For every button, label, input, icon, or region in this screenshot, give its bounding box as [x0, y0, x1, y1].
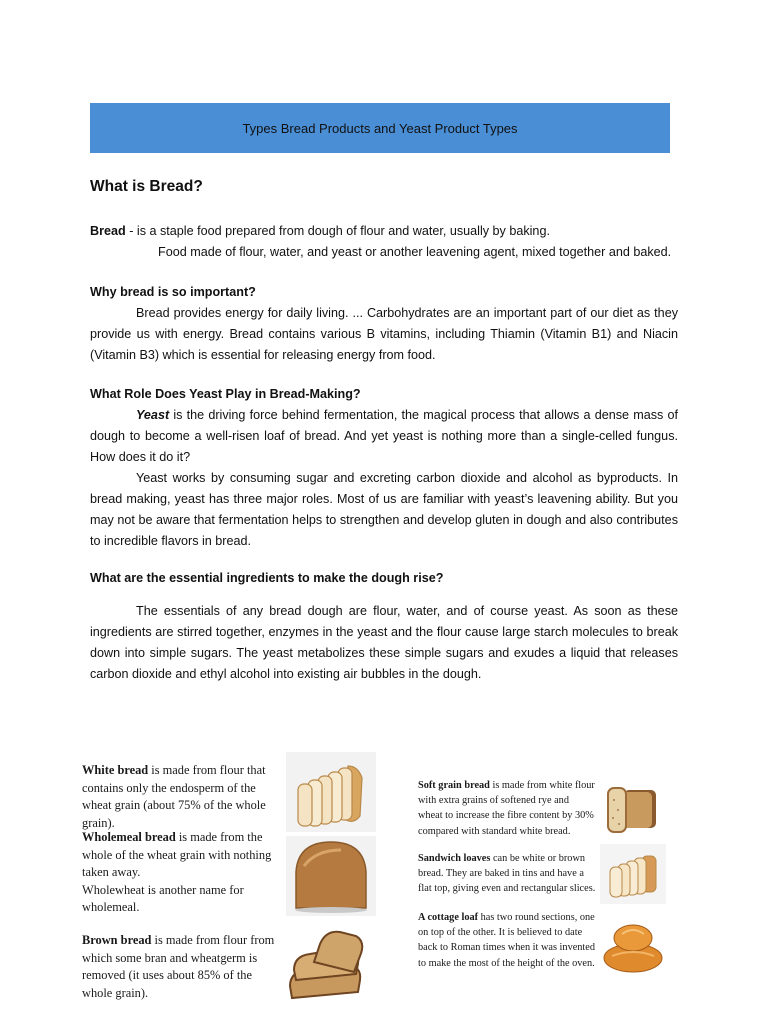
yeast-role-paragraph — [90, 405, 678, 552]
bread-type-desc: is made from flour that contains only the endosperm of the wheat grain (about 75% of the whole grain). — [82, 763, 266, 830]
importance-paragraph — [90, 303, 678, 366]
yeast-role-text-1: is the driving force behind fermentation, the magical process that allows a dense mass of dough to become a well-risen loaf of bread. And yet yeast is nothing more than a single-celled fungus. How does it do it? — [90, 408, 678, 464]
bread-type-name: Sandwich loaves — [418, 853, 491, 864]
yeast-role-text-2: Yeast works by consuming sugar and excreting carbon dioxide and alcohol as byproducts. In bread making, yeast has three major roles. Most of us are familiar with yeast’s leavening ability. But you may not be aware that fermentation helps to strengthen and develop gluten in dough and also contributes to incredible flavors in bread. — [90, 471, 678, 548]
bread-type-wholemeal — [82, 829, 282, 917]
bread-type-name: A cottage loaf — [418, 912, 479, 923]
brown-bread-slices-image — [286, 924, 368, 1000]
bread-type-soft-grain — [418, 778, 596, 839]
bread-type-desc: can be white or brown bread. They are baked in tins and have a flat top, giving even and rectangular slices. — [418, 853, 596, 895]
bread-type-white — [82, 762, 282, 832]
definition-line-2: Food made of flour, water, and yeast or another leavening agent, mixed together and baked. — [158, 245, 672, 259]
bread-type-sandwich — [418, 851, 596, 897]
ingredients-paragraph — [90, 601, 678, 685]
banner-title: Types Bread Products and Yeast Product Types — [242, 120, 518, 136]
cottage-loaf-image — [600, 914, 666, 976]
yeast-term: Yeast — [136, 408, 170, 422]
bread-type-cottage — [418, 910, 596, 971]
bread-type-brown — [82, 932, 282, 1002]
ingredients-text: The essentials of any bread dough are flour, water, and of course yeast. As soon as these ingredients are stirred together, enzymes in the yeast and the flour cause large starch molecules to break down into simple sugars. The yeast metabolizes these simple sugars and exudes a liquid that releases carbon dioxide and ethyl alcohol into existing air bubbles in the dough. — [90, 604, 678, 681]
sandwich-loaf-image — [600, 844, 666, 904]
title-banner — [90, 103, 670, 153]
bread-type-name: Wholemeal bread — [82, 830, 176, 844]
soft-grain-slices-image — [604, 780, 660, 836]
importance-text: Bread provides energy for daily living. ... Carbohydrates are an important part of our diet as they provide us with energy. Bread contains various B vitamins, including Thiamin (Vitamin B1) and Niacin (Vitamin B3) which is essential for releasing energy from food. — [90, 306, 678, 362]
sliced-white-loaf-image — [286, 752, 376, 832]
bread-type-name: Brown bread — [82, 933, 152, 947]
ingredients-question: What are the essential ingredients to make the dough rise? — [90, 571, 444, 585]
definition-line-1: - is a staple food prepared from dough of flour and water, usually by baking. — [125, 224, 550, 238]
bread-type-extra: Wholewheat is another name for wholemeal. — [82, 882, 244, 914]
bread-type-desc: is made from white flour with extra grains of softened rye and wheat to increase the fibre content by 30% compared with standard white bread. — [418, 780, 595, 837]
bread-type-name: White bread — [82, 763, 149, 777]
importance-question: Why bread is so important? — [90, 285, 256, 299]
bread-type-desc: is made from flour from which some bran and wheatgerm is removed (it uses about 85% of the whole grain). — [82, 933, 275, 1000]
bread-type-name: Soft grain bread — [418, 780, 490, 791]
bread-type-desc: is made from the whole of the wheat grain with nothing taken away. — [82, 830, 272, 879]
definition-term: Bread — [90, 224, 126, 238]
page-heading: What is Bread? — [90, 178, 203, 195]
bread-type-desc: has two round sections, one on top of the other. It is believed to date back to Roman times when it was invented to make the most of the height of the oven. — [418, 912, 596, 969]
wholemeal-loaf-image — [286, 836, 376, 916]
yeast-role-question: What Role Does Yeast Play in Bread-Making? — [90, 387, 361, 401]
bread-definition — [90, 221, 678, 263]
